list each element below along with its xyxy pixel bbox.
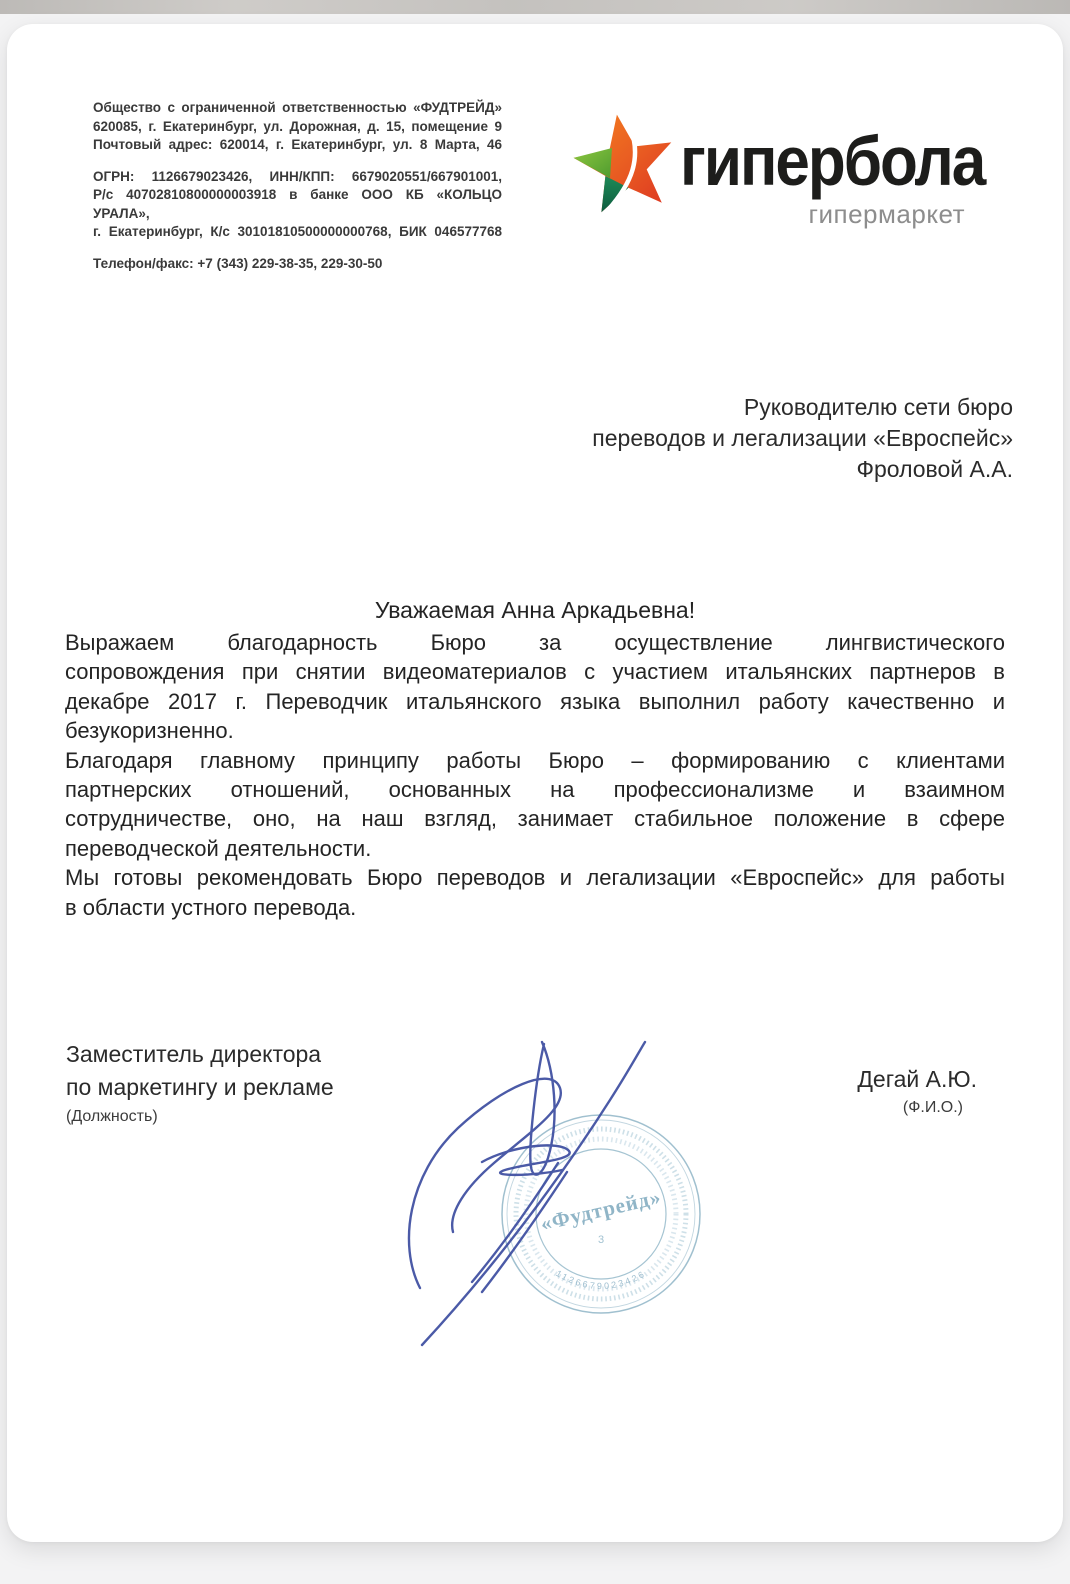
brand-logo-text: гипербола [680,123,985,201]
position-line: по маркетингу и рекламе [66,1074,334,1100]
salutation: Уважаемая Анна Аркадьевна! [374,597,696,623]
body-line: сотрудничестве, оно, на наш взгляд, занимает стабильное положение в сфере [65,806,1005,832]
addressee-block [592,392,1013,485]
handwritten-signature [390,1020,690,1375]
company-line: 620085, г. Екатеринбург, ул. Дорожная, д. 15, помещение 9 [93,118,502,134]
registration-line: Р/с 40702810800000003918 в банке ООО КБ «КОЛЬЦО УРАЛА», [93,187,502,221]
signer-name: Дегай А.Ю. [857,1066,977,1092]
position-caption: (Должность) [66,1108,158,1125]
stamp-center-mark: 3 [597,1234,605,1246]
body-line: сопровождения при снятии видеоматериалов с участием итальянских партнеров в [65,659,1005,685]
body-line: безукоризненно. [65,718,234,744]
letter-body [65,628,1005,922]
registration-line: г. Екатеринбург, К/с 30101810500000000768, БИК 046577768 [93,224,502,239]
signer-name-caption: (Ф.И.О.) [902,1099,963,1116]
addressee-line: Фроловой А.А. [856,456,1013,482]
body-line: переводческой деятельности. [65,835,372,861]
body-line: в области устного перевода. [65,894,357,920]
company-registration-group [93,168,502,242]
company-line: Почтовый адрес: 620014, г. Екатеринбург, ул. 8 Марта, 46 [93,137,502,152]
phone-line: Телефон/факс: +7 (343) 229-38-35, 229-30-50 [93,255,383,271]
company-requisites-block [93,99,502,273]
registration-line: ОГРН: 1126679023426, ИНН/КПП: 6679020551/667901001, [93,168,502,184]
stamp-center-text: «Фудтрейд» [538,1184,664,1236]
company-address-group [93,99,502,155]
company-line: Общество с ограниченной ответственностью «ФУДТРЕЙД» [93,100,502,115]
scan-edge-strip [0,0,1070,14]
body-line: Мы готовы рекомендовать Бюро переводов и легализации «Евроспейс» для работы [65,865,1005,891]
signer-position-block [66,1038,334,1127]
body-line: декабре 2017 г. Переводчик итальянского языка выполнил работу качественно и [65,688,1005,714]
body-line: Благодаря главному принципу работы Бюро – формированию с клиентами [65,747,1005,773]
addressee-line: Руководителю сети бюро [743,394,1013,420]
body-line: Выражаем благодарность Бюро за осуществление лингвистического [65,630,1005,655]
stamp-ring-number: 1126679023426 [554,1268,648,1292]
position-line: Заместитель директора [66,1041,322,1067]
body-line: партнерских отношений, основанных на профессионализме и взаимном [65,776,1005,802]
brand-logo-subtitle: гипермаркет [808,199,965,229]
addressee-line: переводов и легализации «Евроспейс» [592,425,1013,451]
